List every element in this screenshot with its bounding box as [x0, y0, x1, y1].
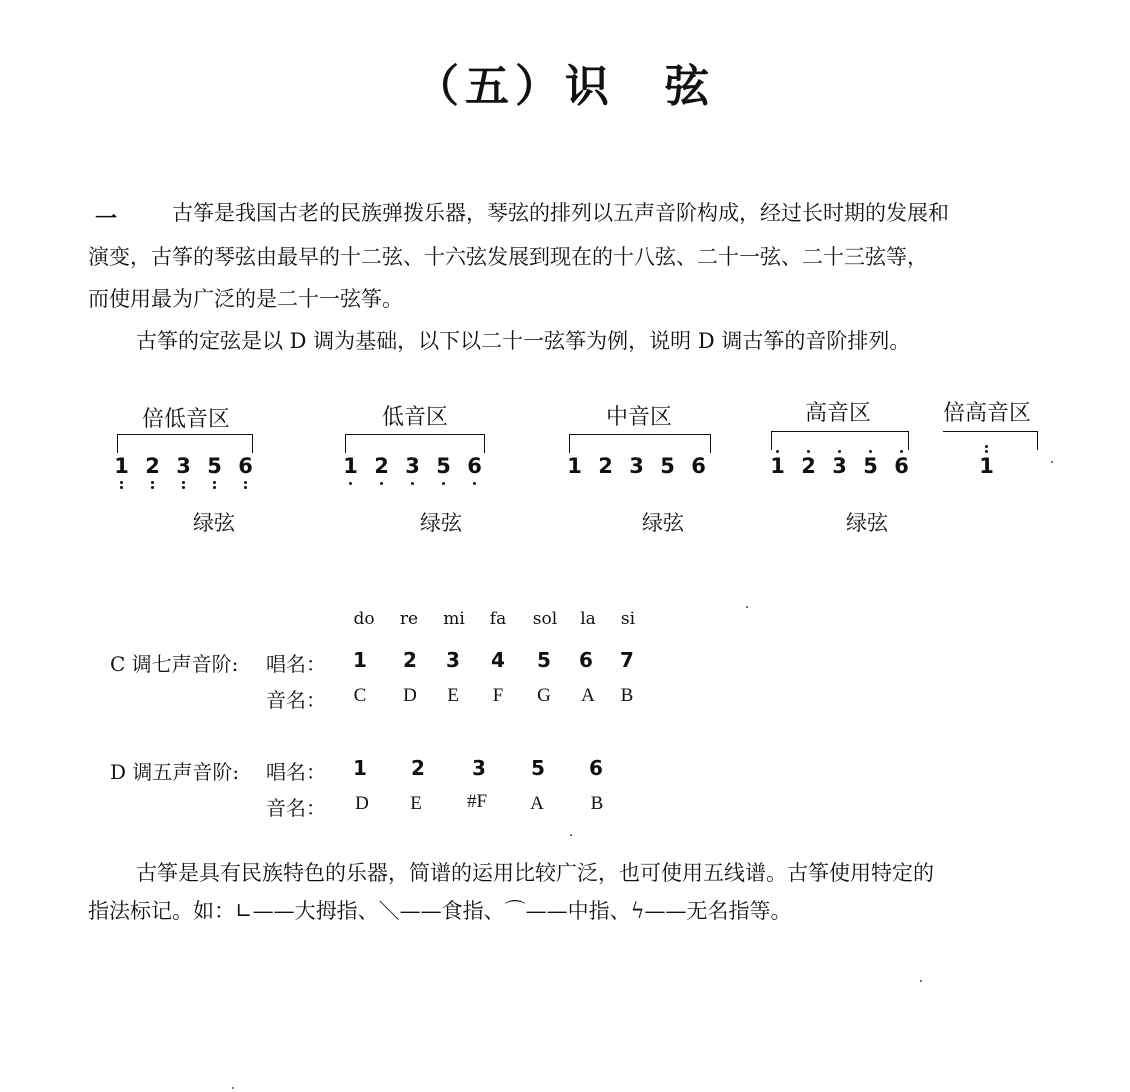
- note-name-label: 音名：: [266, 688, 326, 712]
- register-notes: [106, 454, 261, 478]
- green-string-label: 绿弦: [193, 511, 235, 535]
- sing-number: 3: [446, 648, 460, 672]
- register-label: 中音区: [605, 405, 672, 430]
- intro-line-3: 而使用最为广泛的是二十一弦筝。: [88, 287, 403, 311]
- sing-number: 6: [579, 648, 593, 672]
- solfege-label: la: [580, 609, 596, 629]
- note: 5: [855, 454, 886, 478]
- solfege-label: mi: [443, 609, 465, 629]
- note: 2: [598, 454, 613, 478]
- outro-line-2: 指法标记。如：∟——大拇指、＼——食指、⌒——中指、ϟ——无名指等。: [88, 899, 792, 923]
- solfege-label: re: [399, 609, 419, 629]
- note-name: G: [537, 685, 551, 706]
- note-name: B: [590, 793, 604, 814]
- register-notes: [559, 454, 714, 478]
- note: 2: [137, 454, 168, 478]
- sing-name-label: 唱名：: [266, 652, 326, 676]
- note: 3: [629, 454, 644, 478]
- register-label: 低音区: [381, 405, 448, 430]
- register-bracket: [117, 434, 253, 453]
- sing-number: 7: [620, 648, 634, 672]
- note-name: D: [403, 685, 417, 706]
- register-label: 倍低音区: [141, 407, 230, 432]
- note-name: E: [410, 793, 422, 814]
- note: 3: [824, 454, 855, 478]
- note: 6: [459, 454, 490, 478]
- note: 1: [567, 454, 582, 478]
- sing-number: 5: [537, 648, 551, 672]
- note: 1: [335, 454, 366, 478]
- solfege-label: fa: [489, 609, 507, 629]
- register-notes: [762, 454, 917, 478]
- note: 3: [168, 454, 199, 478]
- d-scale-label: D 调五声音阶:: [110, 760, 240, 784]
- solfege-label: sol: [532, 609, 558, 629]
- green-string-label: 绿弦: [846, 511, 888, 535]
- note: 1: [106, 454, 137, 478]
- note: 6: [886, 454, 917, 478]
- scan-speck: [920, 980, 922, 982]
- note-name: D: [355, 793, 369, 814]
- note: 5: [199, 454, 230, 478]
- register-notes: [335, 454, 490, 478]
- sing-number: 1: [353, 756, 367, 780]
- note: 5: [660, 454, 675, 478]
- note: 5: [428, 454, 459, 478]
- sing-number: 6: [589, 756, 603, 780]
- note-name: A: [581, 685, 595, 706]
- section-bullet: 一: [95, 206, 118, 232]
- scan-speck: [570, 834, 572, 836]
- note: 2: [366, 454, 397, 478]
- note-name: #F: [466, 791, 488, 812]
- scan-speck: [232, 1087, 234, 1089]
- note: 1: [971, 454, 1002, 478]
- page-title: （五）识 弦: [415, 61, 715, 112]
- note: 1: [762, 454, 793, 478]
- sing-number: 2: [403, 648, 417, 672]
- register-label: 高音区: [804, 401, 871, 426]
- solfege-label: do: [353, 609, 375, 629]
- note-name-label: 音名：: [266, 796, 326, 820]
- note: 3: [397, 454, 428, 478]
- note: 6: [691, 454, 706, 478]
- register-label: 倍高音区: [942, 401, 1031, 426]
- sing-number: 1: [353, 648, 367, 672]
- sing-number: 2: [411, 756, 425, 780]
- register-bracket: [569, 434, 711, 453]
- scan-speck: [746, 606, 748, 608]
- sing-number: 4: [491, 648, 505, 672]
- register-bracket: [345, 434, 485, 453]
- sing-number: 3: [472, 756, 486, 780]
- intro-line-2: 演变，古筝的琴弦由最早的十二弦、十六弦发展到现在的十八弦、二十一弦、二十三弦等，: [88, 245, 928, 269]
- green-string-label: 绿弦: [642, 511, 684, 535]
- solfege-label: si: [620, 609, 636, 629]
- register-notes: [971, 454, 1002, 478]
- intro-line-4: 古筝的定弦是以 D 调为基础，以下以二十一弦筝为例，说明 D 调古筝的音阶排列。: [136, 329, 911, 353]
- note-name: B: [620, 685, 634, 706]
- outro-line-1: 古筝是具有民族特色的乐器，简谱的运用比较广泛，也可使用五线谱。古筝使用特定的: [136, 861, 934, 885]
- note-name: E: [447, 685, 459, 706]
- register-bracket: [771, 431, 909, 450]
- note-name: C: [353, 685, 367, 706]
- c-scale-label: C 调七声音阶:: [110, 652, 239, 676]
- sing-number: 5: [531, 756, 545, 780]
- note-name: A: [530, 793, 544, 814]
- note: 2: [793, 454, 824, 478]
- scan-speck: [1051, 461, 1053, 463]
- note: 6: [230, 454, 261, 478]
- note-name: F: [492, 685, 504, 706]
- sing-name-label: 唱名：: [266, 760, 326, 784]
- register-bracket: [943, 431, 1038, 450]
- green-string-label: 绿弦: [420, 511, 462, 535]
- intro-line-1: 古筝是我国古老的民族弹拨乐器，琴弦的排列以五声音阶构成，经过长时期的发展和: [172, 201, 949, 225]
